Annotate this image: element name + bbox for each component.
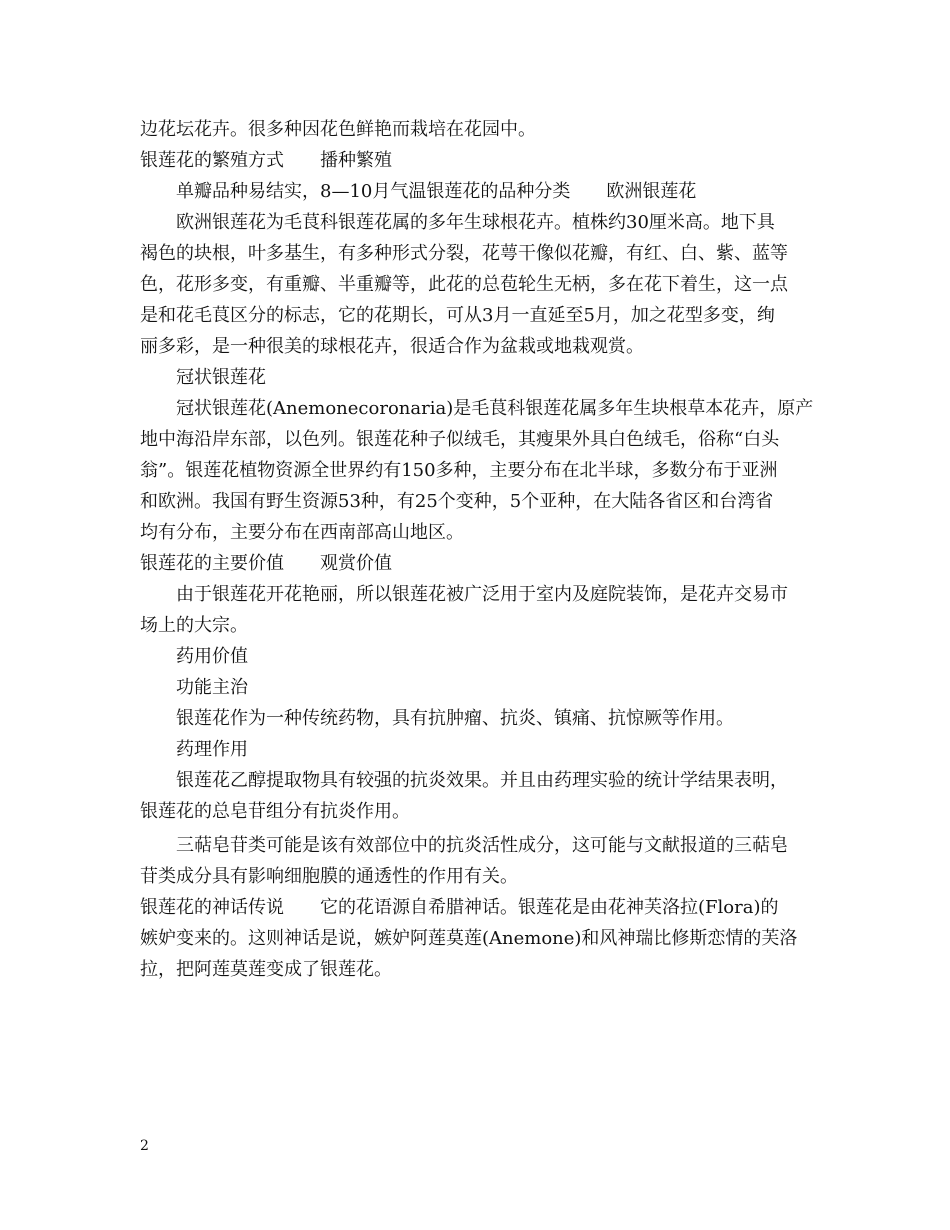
paragraph-line: 褐色的块根，叶多基生，有多种形式分裂，花萼干像似花瓣，有红、白、紫、蓝等 [140,243,788,264]
paragraph-line: 和欧洲。我国有野生资源53种，有25个变种，5个亚种，在大陆各省区和台湾省 [140,491,774,512]
paragraph-line: 场上的大宗。 [140,615,248,636]
paragraph-line: 翁”。银莲花植物资源全世界约有150多种，主要分布在北半球，多数分布于亚洲 [140,460,778,481]
paragraph-line: 银莲花作为一种传统药物，具有抗肿瘤、抗炎、镇痛、抗惊厥等作用。 [176,708,734,729]
document-body [140,114,812,985]
paragraph-line: 欧洲银莲花为毛茛科银莲花属的多年生球根花卉。植株约30厘米高。地下具 [176,212,775,233]
subheading-line: 药用价值 [176,646,248,667]
paragraph-line: 是和花毛茛区分的标志，它的花期长，可从3月一直延至5月，加之花型多变，绚 [140,305,775,326]
paragraph-line: 嫉妒变来的。这则神话是说，嫉妒阿莲莫莲(Anemone)和风神瑞比修斯恋情的芙洛 [140,928,798,949]
section-heading-line: 银莲花的繁殖方式 播种繁殖 [140,150,392,171]
subheading-line: 冠状银莲花 [176,367,266,388]
section-heading-line: 银莲花的神话传说 它的花语源自希腊神话。银莲花是由花神芙洛拉(Flora)的 [140,897,779,918]
paragraph-line: 丽多彩，是一种很美的球根花卉，很适合作为盆栽或地栽观赏。 [140,336,644,357]
paragraph-line: 苷类成分具有影响细胞膜的通透性的作用有关。 [140,866,518,887]
paragraph-line: 边花坛花卉。很多种因花色鲜艳而栽培在花园中。 [140,119,536,140]
paragraph-line: 地中海沿岸东部，以色列。银莲花种子似绒毛，其瘦果外具白色绒毛，俗称“白头 [140,429,780,450]
paragraph-line: 拉，把阿莲莫莲变成了银莲花。 [140,959,392,980]
section-heading-line: 银莲花的主要价值 观赏价值 [140,553,392,574]
paragraph-line: 冠状银莲花(Anemonecoronaria)是毛茛科银莲花属多年生块根草本花卉，原产 [176,398,814,419]
paragraph-line: 均有分布，主要分布在西南部高山地区。 [140,522,464,543]
paragraph-line: 由于银莲花开花艳丽，所以银莲花被广泛用于室内及庭院装饰，是花卉交易市 [176,584,788,605]
subheading-line: 功能主治 [176,677,248,698]
paragraph-line: 银莲花乙醇提取物具有较强的抗炎效果。并且由药理实验的统计学结果表明， [176,770,788,791]
page-number: 2 [140,1138,149,1154]
paragraph-line: 色，花形多变，有重瓣、半重瓣等，此花的总苞轮生无柄，多在花下着生，这一点 [140,274,788,295]
subheading-line: 药理作用 [176,739,248,760]
paragraph-line: 单瓣品种易结实，8—10月气温银莲花的品种分类 欧洲银莲花 [176,181,697,202]
paragraph-line: 银莲花的总皂苷组分有抗炎作用。 [140,801,410,822]
paragraph-line: 三萜皂苷类可能是该有效部位中的抗炎活性成分，这可能与文献报道的三萜皂 [176,835,788,856]
